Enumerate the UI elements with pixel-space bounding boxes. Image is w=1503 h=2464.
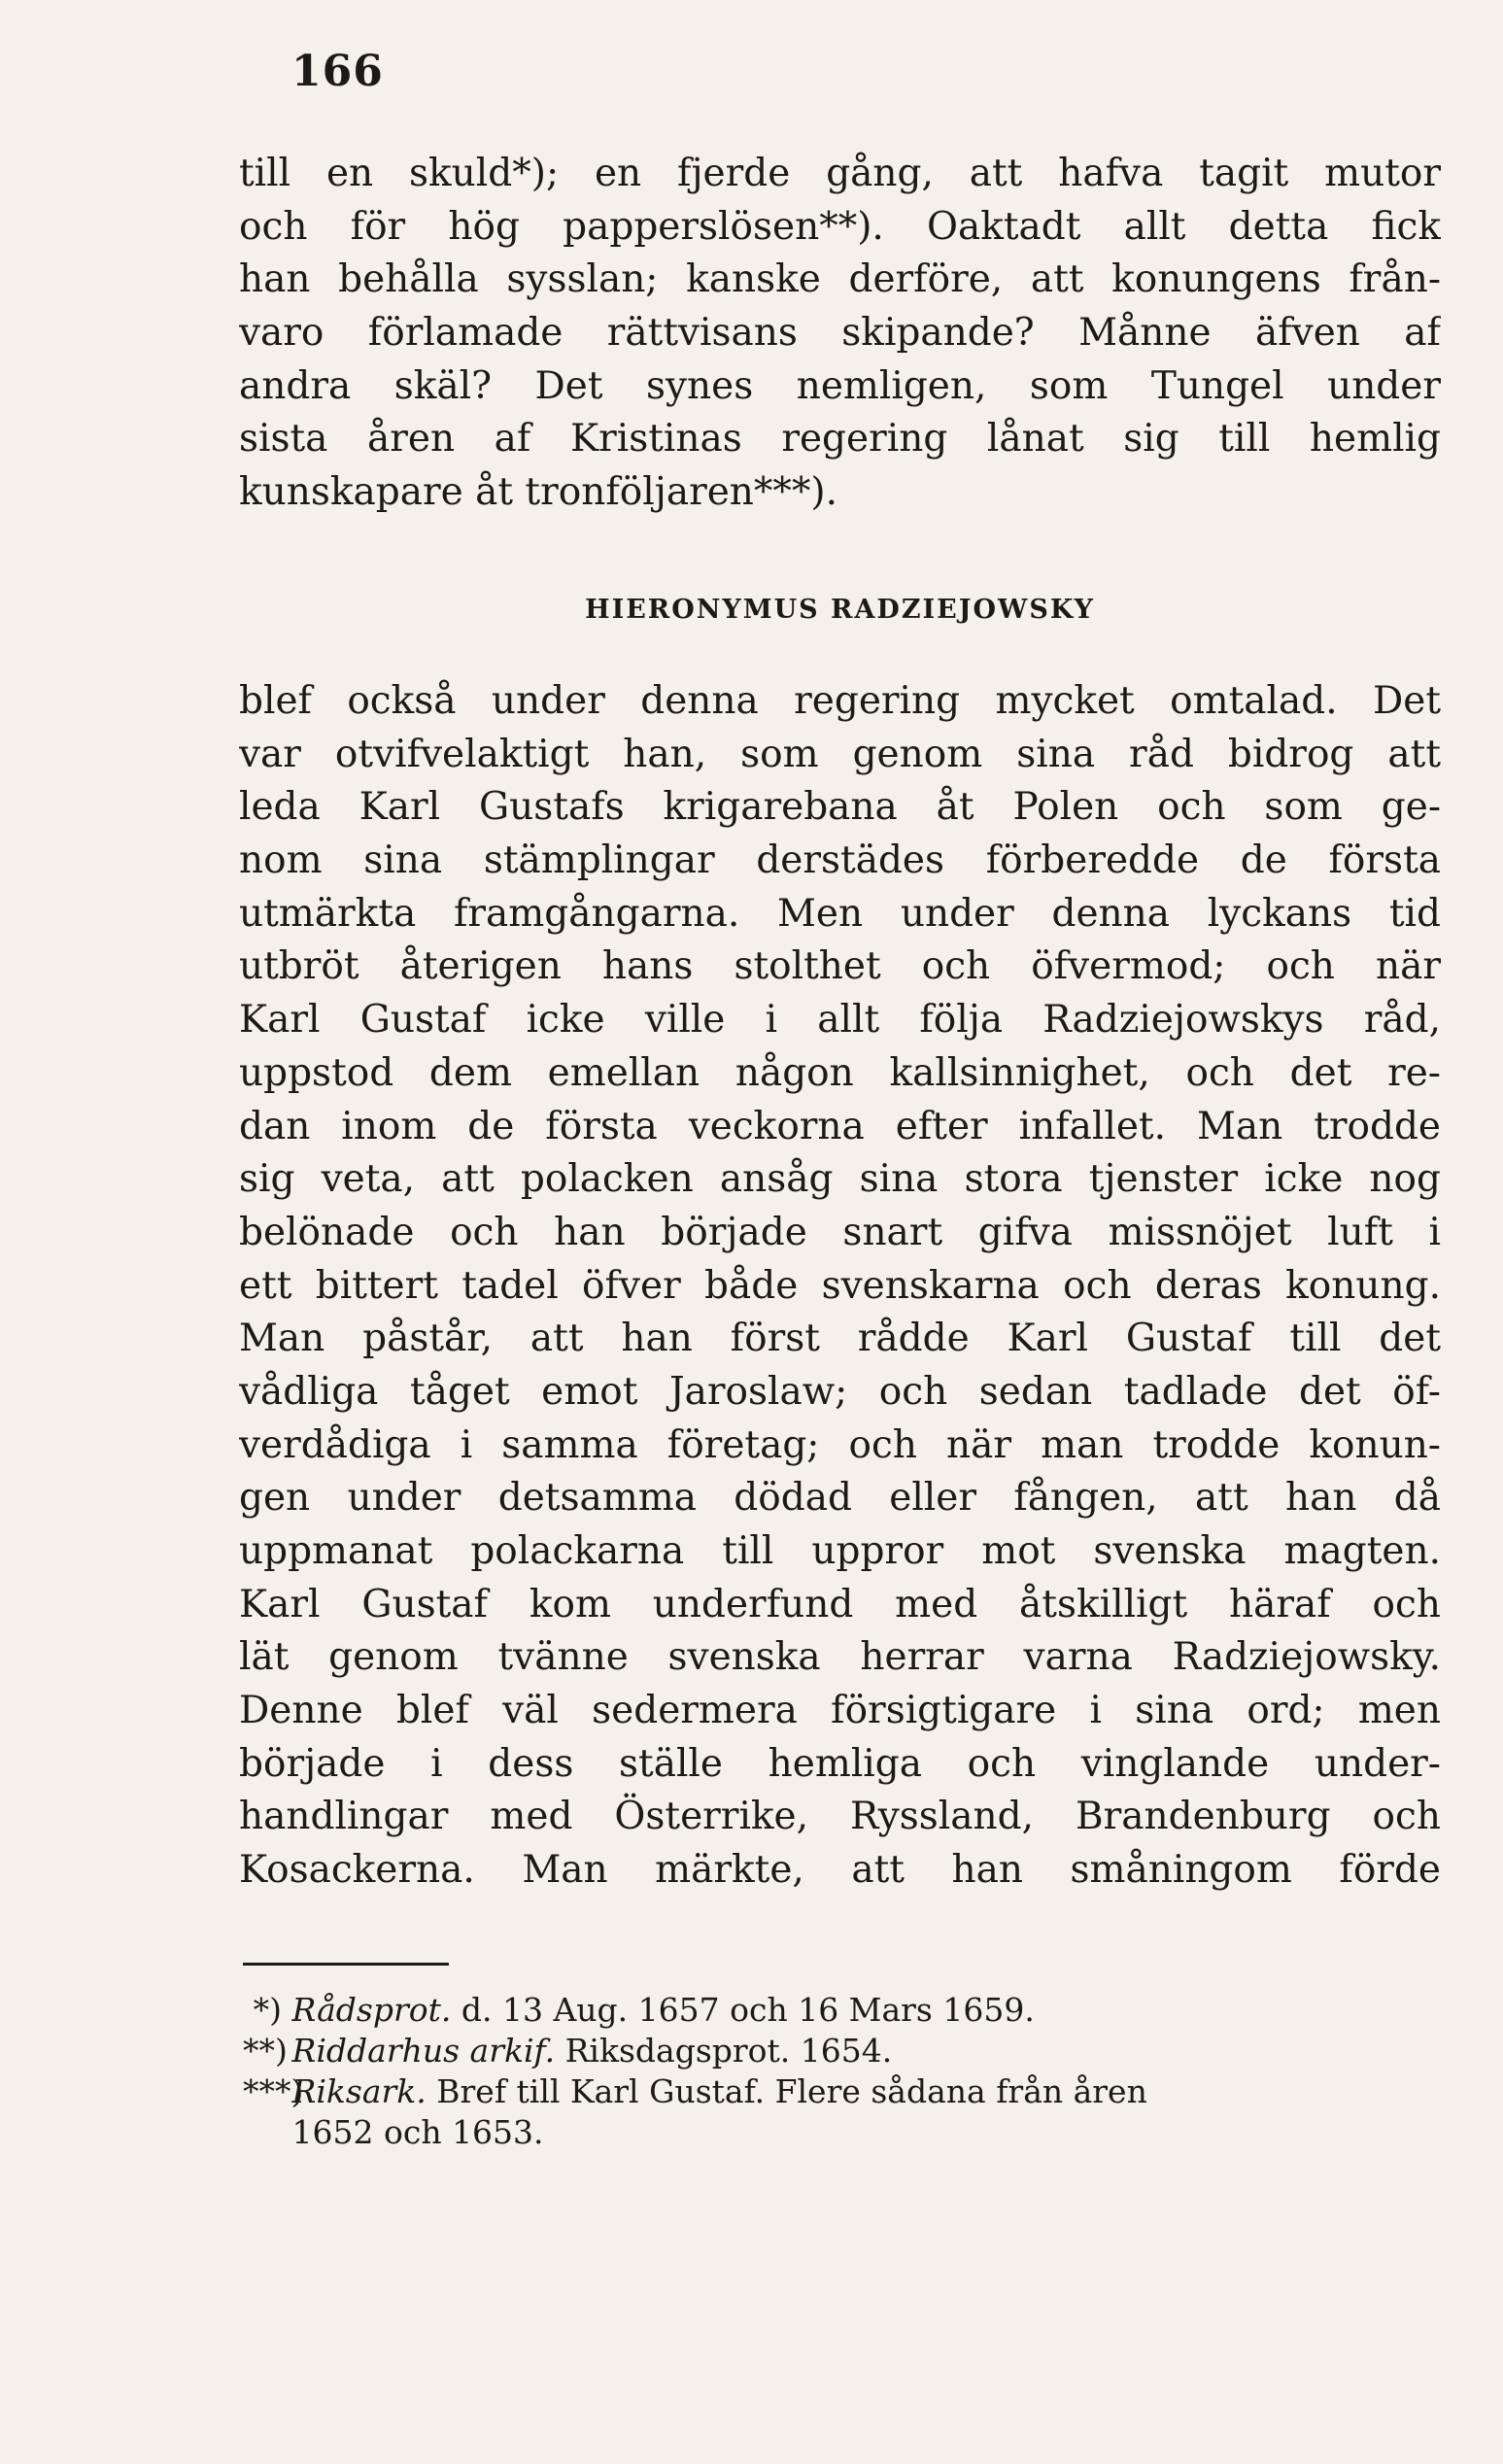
text-line: gen under detsamma dödad eller fången, att han då <box>239 1476 1441 1521</box>
text-line: Denne blef väl sedermera försigtigare i sina ord; men <box>239 1689 1441 1733</box>
text-line: började i dess ställe hemliga och vinglande under- <box>239 1741 1441 1786</box>
text-line: ett bittert tadel öfver både svenskarna och deras konung. <box>239 1263 1441 1308</box>
text-line: handlingar med Österrike, Ryssland, Brandenburg och <box>239 1795 1441 1839</box>
footnote-marker: **) <box>243 2032 288 2070</box>
footnote-source: Riksark. <box>291 2072 427 2110</box>
footnote-source: Riddarhus arkif. <box>291 2032 556 2070</box>
text-line: leda Karl Gustafs krigarebana åt Polen och som ge- <box>239 785 1441 830</box>
text-line: kunskapare åt tronföljaren***). <box>239 470 838 515</box>
footnote-divider <box>243 1963 449 1966</box>
footnote <box>243 2071 1441 2112</box>
paragraph-1 <box>239 148 1441 520</box>
text-line: Karl Gustaf icke ville i allt följa Radziejowskys råd, <box>239 998 1441 1043</box>
footnote-marker: *) <box>253 1991 282 2029</box>
text-line: till en skuld*); en fjerde gång, att hafva tagit mutor <box>239 152 1441 195</box>
page-number: 166 <box>291 47 384 96</box>
footnote-continuation <box>243 2112 1441 2153</box>
text-line: verdådiga i samma företag; och när man trodde konun- <box>239 1422 1441 1467</box>
footnote-text: 1652 och 1653. <box>291 2113 544 2151</box>
footnote-source: Rådsprot. <box>291 1991 452 2029</box>
text-line: utmärkta framgångarna. Men under denna lyckans tid <box>239 891 1441 936</box>
text-line: nom sina stämplingar derstädes förberedde de första <box>239 838 1441 883</box>
footnote-text: Bref till Karl Gustaf. Flere sådana från åren <box>436 2072 1147 2110</box>
text-line: han behålla sysslan; kanske derföre, att konungens från- <box>239 257 1441 302</box>
footnote-text: Riksdagsprot. 1654. <box>564 2032 893 2070</box>
section-heading: HIERONYMUS RADZIEJOWSKY <box>585 595 1095 625</box>
footnotes <box>243 1990 1441 2153</box>
text-line: utbröt återigen hans stolthet och öfvermod; och när <box>239 944 1441 989</box>
text-line: dan inom de första veckorna efter infallet. Man trodde <box>239 1104 1441 1148</box>
footnote-text: d. 13 Aug. 1657 och 16 Mars 1659. <box>461 1991 1035 2029</box>
paragraph-2 <box>239 675 1441 1898</box>
text-line: varo förlamade rättvisans skipande? Månne äfven af <box>239 311 1441 356</box>
text-line: uppstod dem emellan någon kallsinnighet, och det re- <box>239 1050 1441 1095</box>
footnote-marker: ***) <box>243 2072 304 2110</box>
text-line: vådliga tåget emot Jaroslaw; och sedan tadlade det öf- <box>239 1369 1441 1414</box>
footnote <box>243 2031 1441 2071</box>
text-line: Karl Gustaf kom underfund med åtskilligt häraf och <box>239 1582 1441 1626</box>
text-line: sista åren af Kristinas regering lånat sig till hemlig <box>239 417 1441 462</box>
text-line: blef också under denna regering mycket omtalad. Det <box>239 679 1441 723</box>
text-line: Kosackerna. Man märkte, att han småningom förde <box>239 1848 1441 1893</box>
text-line: belönade och han började snart gifva missnöjet luft i <box>239 1210 1441 1254</box>
text-line: uppmanat polackarna till uppror mot svenska magten. <box>239 1529 1441 1573</box>
text-line: sig veta, att polacken ansåg sina stora tjenster icke nog <box>239 1157 1441 1202</box>
text-line: lät genom tvänne svenska herrar varna Radziejowsky. <box>239 1635 1441 1680</box>
text-line: Man påstår, att han först rådde Karl Gustaf till det <box>239 1317 1441 1361</box>
text-line: andra skäl? Det synes nemligen, som Tungel under <box>239 363 1441 408</box>
text-line: och för hög papperslösen**). Oaktadt allt detta fick <box>239 204 1441 249</box>
text-line: var otvifvelaktigt han, som genom sina råd bidrog att <box>239 732 1441 776</box>
footnote <box>243 1990 1441 2031</box>
